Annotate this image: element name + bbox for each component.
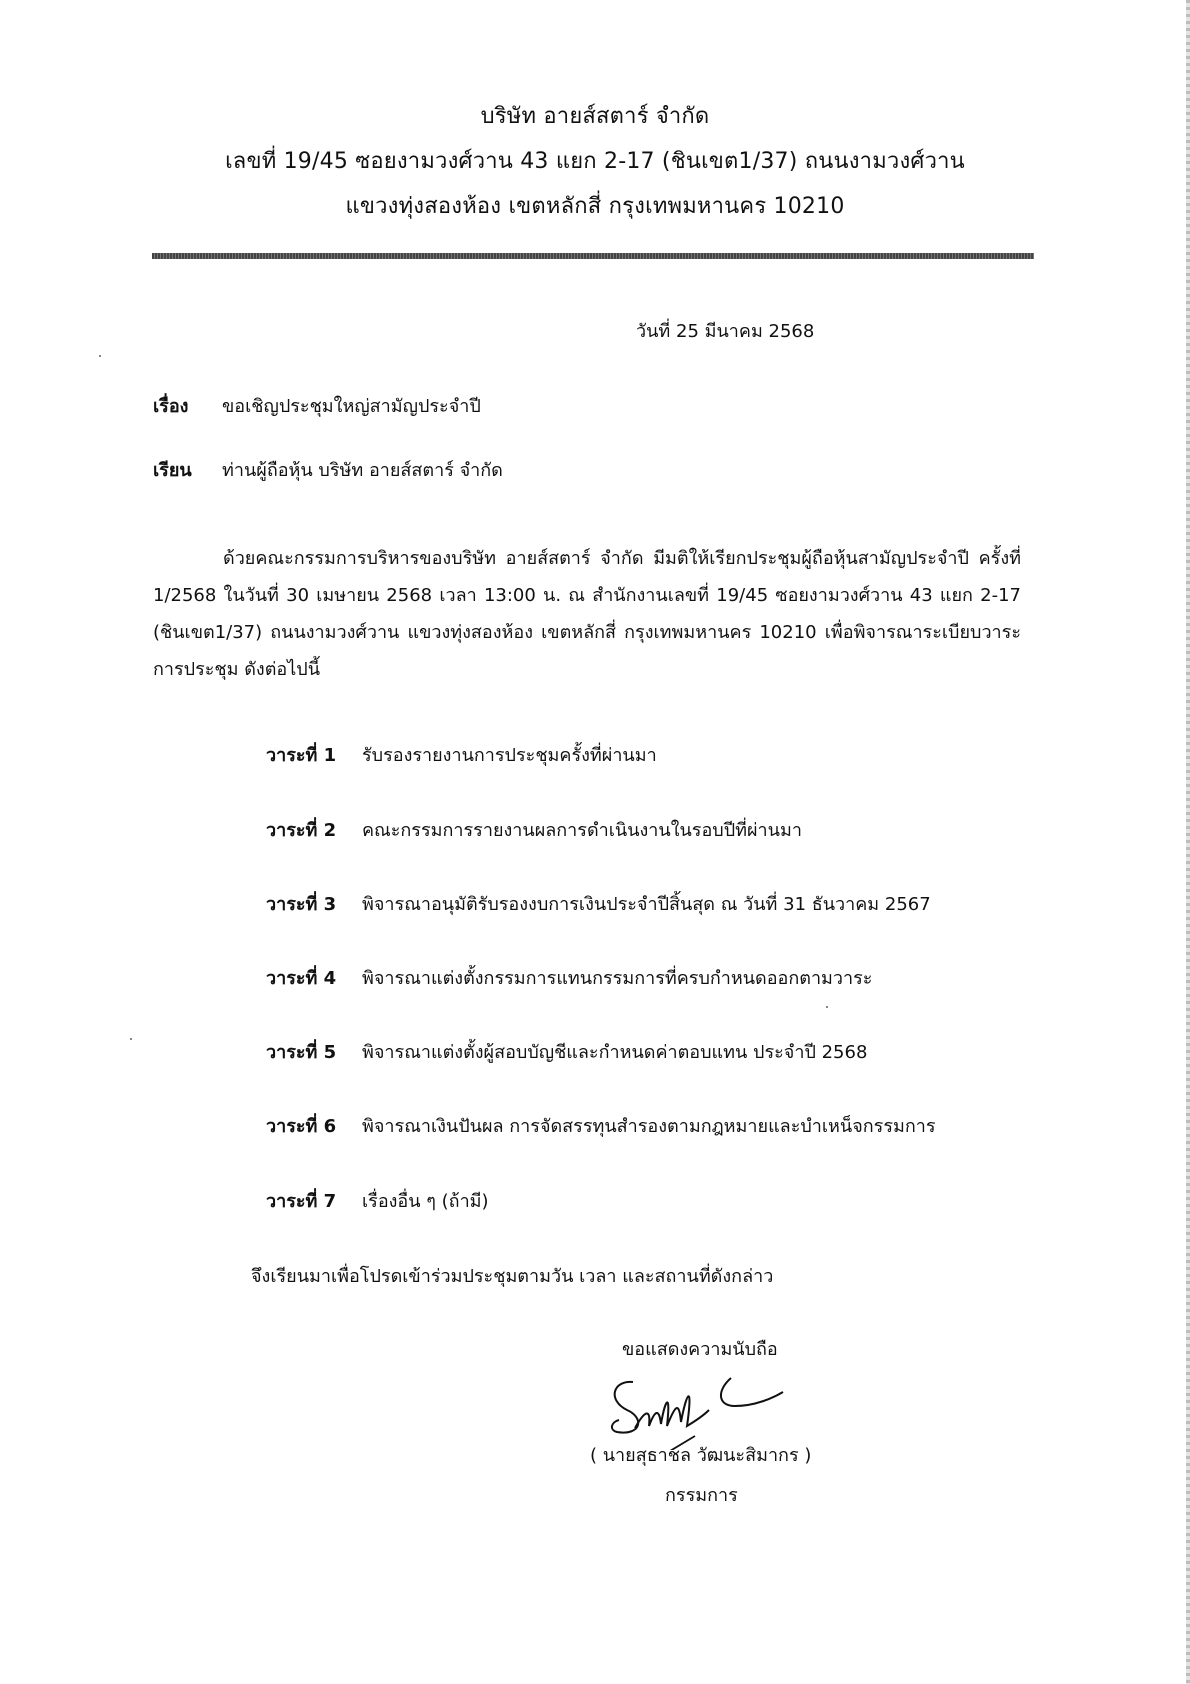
signer-title: กรรมการ bbox=[665, 1485, 738, 1506]
agenda-text: พิจารณาแต่งตั้งผู้สอบบัญชีและกำหนดค่าตอบแทน ประจำปี 2568 bbox=[362, 1042, 868, 1063]
agenda-number: วาระที่ 4 bbox=[266, 968, 337, 989]
letter-date: วันที่ 25 มีนาคม 2568 bbox=[636, 321, 815, 342]
to-label: เรียน bbox=[153, 460, 192, 481]
scan-speck bbox=[99, 355, 101, 357]
agenda-number: วาระที่ 1 bbox=[266, 745, 337, 766]
address-line-2: แขวงทุ่งสองห้อง เขตหลักสี่ กรุงเทพมหานคร 10210 bbox=[345, 194, 845, 219]
agenda-number: วาระที่ 7 bbox=[266, 1191, 337, 1212]
agenda-text: คณะกรรมการรายงานผลการดำเนินงานในรอบปีที่ผ่านมา bbox=[362, 820, 802, 841]
agenda-item bbox=[266, 1037, 867, 1066]
scan-speck bbox=[826, 1006, 828, 1008]
scan-speck bbox=[130, 1038, 132, 1040]
subject-text: ขอเชิญประชุมใหญ่สามัญประจำปี bbox=[222, 396, 481, 417]
agenda-item bbox=[266, 740, 657, 769]
agenda-item bbox=[266, 1111, 936, 1140]
agenda-text: รับรองรายงานการประชุมครั้งที่ผ่านมา bbox=[362, 745, 657, 766]
agenda-text: เรื่องอื่น ๆ (ถ้ามี) bbox=[362, 1191, 489, 1212]
agenda-item bbox=[266, 889, 931, 918]
agenda-item bbox=[266, 963, 872, 992]
company-name: บริษัท อายส์สตาร์ จำกัด bbox=[480, 104, 710, 129]
agenda-item bbox=[266, 1186, 489, 1215]
agenda-number: วาระที่ 6 bbox=[266, 1116, 337, 1137]
signature-image bbox=[605, 1370, 795, 1450]
agenda-number: วาระที่ 2 bbox=[266, 820, 337, 841]
sign-off: ขอแสดงความนับถือ bbox=[622, 1339, 778, 1360]
body-paragraph: ด้วยคณะกรรมการบริหารของบริษัท อายส์สตาร์ จำกัด มีมติให้เรียกประชุมผู้ถือหุ้นสามัญประจำปี ครั้งที่ 1/2568 ในวันที่ 30 เมษายน 2568 เวลา 13:00 น. ณ สำนักงานเลขที่ 19/45 ซอยงามวงศ์วาน 43 แยก 2-17 (ชินเขต1/37) ถนนงามวงศ์วาน แขวงทุ่งสองห้อง เขตหลักสี่ กรุงเทพมหานคร 10210 เพื่อพิจารณาระเบียบวาระการประชุม ดังต่อไปนี้ bbox=[153, 548, 1021, 680]
letterhead-divider bbox=[152, 253, 1034, 259]
agenda-item bbox=[266, 815, 802, 844]
scan-edge bbox=[1186, 0, 1190, 1684]
agenda-text: พิจารณาอนุมัติรับรองงบการเงินประจำปีสิ้นสุด ณ วันที่ 31 ธันวาคม 2567 bbox=[362, 894, 931, 915]
to-text: ท่านผู้ถือหุ้น บริษัท อายส์สตาร์ จำกัด bbox=[222, 460, 503, 481]
closing-sentence: จึงเรียนมาเพื่อโปรดเข้าร่วมประชุมตามวัน เวลา และสถานที่ดังกล่าว bbox=[251, 1266, 774, 1287]
address-line-1: เลขที่ 19/45 ซอยงามวงศ์วาน 43 แยก 2-17 (ชินเขต1/37) ถนนงามวงศ์วาน bbox=[225, 149, 965, 174]
signer-name: ( นายสุธาชล วัฒนะสิมากร ) bbox=[590, 1445, 812, 1466]
agenda-number: วาระที่ 3 bbox=[266, 894, 337, 915]
agenda-text: พิจารณาเงินปันผล การจัดสรรทุนสำรองตามกฎหมายและบำเหน็จกรรมการ bbox=[362, 1116, 936, 1137]
agenda-text: พิจารณาแต่งตั้งกรรมการแทนกรรมการที่ครบกำหนดออกตามวาระ bbox=[362, 968, 873, 989]
agenda-number: วาระที่ 5 bbox=[266, 1042, 337, 1063]
subject-label: เรื่อง bbox=[153, 396, 189, 417]
